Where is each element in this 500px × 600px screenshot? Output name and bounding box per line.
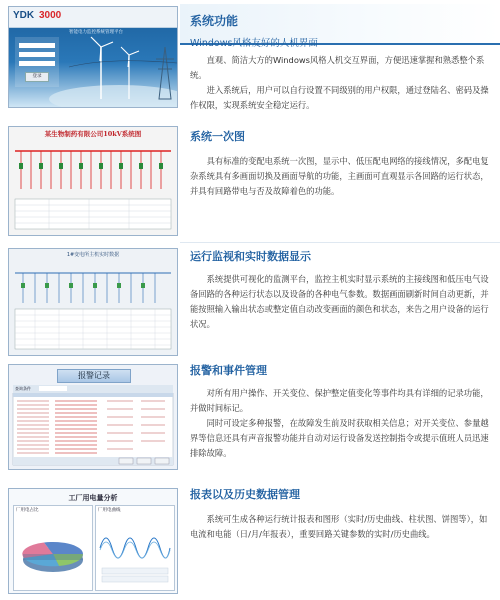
section-title: 报表以及历史数据管理 [190,488,300,501]
monitor-diagram [9,259,177,355]
pie-panel-label: 厂用电占比 [16,508,39,513]
section-alarm-events [190,362,490,461]
curve-panel-label: 厂用电曲线 [98,508,121,513]
section-paragraph: 进入系统后，用户可以自行设置不同级别的用户权限，通过登陆名、密码及操作权限，实现系统安全稳定运行。 [190,85,489,110]
section-paragraph: 系统提供可视化的监测平台，监控主机实时显示系统的主接线图和低压电气设备回路的各种运行状态以及设备的各种电气参数。数据画面刷新时间自动更新，并能按照输入输出状态或整定值自动改变画面的颜色和状态，来告之用户设备的运行状况。 [190,274,489,329]
single-line-diagram [9,139,177,235]
login-button-label: 登录 [32,74,42,79]
section-title: 运行监视和实时数据显示 [190,250,311,263]
section-title: 系统一次图 [190,130,245,143]
section-system-functions [190,12,490,113]
pie-panel [13,505,93,591]
diagram-title: 某生物制药有限公司10kV系统图 [44,130,142,138]
section-title: 系统功能 [190,14,239,28]
section-realtime-monitoring [190,248,490,332]
electricity-analysis-thumbnail [8,488,178,594]
section-divider [180,242,500,243]
alarm-filter-input[interactable] [39,386,67,391]
section-paragraph: 同时可设定多种报警，在故障发生前及时获取相关信息；对开关变位、参量越界等信息还具有声音报警功能并自动对运行设备发送控制指令或提示值班人员迅速排除故障。 [190,418,489,458]
section-subtitle: Windows风格友好的人机界面 [190,38,318,49]
alarm-table [9,393,177,469]
wind-turbine-illustration [9,7,177,107]
login-screen-thumbnail [8,6,178,108]
pie-chart-icon [14,514,92,590]
alarm-filter-bar [13,385,173,393]
alarm-records-thumbnail [8,364,178,470]
logo-text: YDK [13,10,35,21]
section-paragraph: 具有标准的变配电系统一次图，显示中、低压配电网络的接线情况，多配电复杂系统具有多画面切换及画面导航的功能，主画面可直观显示各回路的运行状态，并具有回路带电与否及故障着色的功能。 [190,156,489,196]
realtime-monitor-thumbnail [8,248,178,356]
section-paragraph: 对所有用户操作、开关变位、保护整定值变化等事件均具有详细的记录功能，并做时间标记。 [190,388,489,413]
alarm-title: 报警记录 [78,371,110,380]
curve-chart-icon [96,514,174,590]
alarm-title-tab [57,369,131,383]
section-title: 报警和事件管理 [190,364,267,377]
section-single-line-diagram [190,128,490,199]
analysis-title: 工厂用电量分析 [68,494,118,502]
login-banner-text: 智能电力监控系统管理平台 [69,30,123,35]
logo-number: 3000 [39,10,62,21]
monitor-title: 1#变电所主机实时数据 [66,252,120,258]
curve-panel [95,505,175,591]
section-paragraph: 系统可生成各种运行统计报表和图形（实时/历史曲线、柱状图、饼图等），如电流和电能（日/月/年报表），重要回路关键参数的实时/历史曲线。 [190,514,488,539]
alarm-filter-label: 查询条件 [15,386,31,391]
single-line-diagram-thumbnail [8,126,178,236]
section-paragraph: 直观、简洁大方的Windows风格人机交互界面，方便迅速掌握和熟悉整个系统。 [190,55,485,80]
section-reports-history [190,486,490,542]
